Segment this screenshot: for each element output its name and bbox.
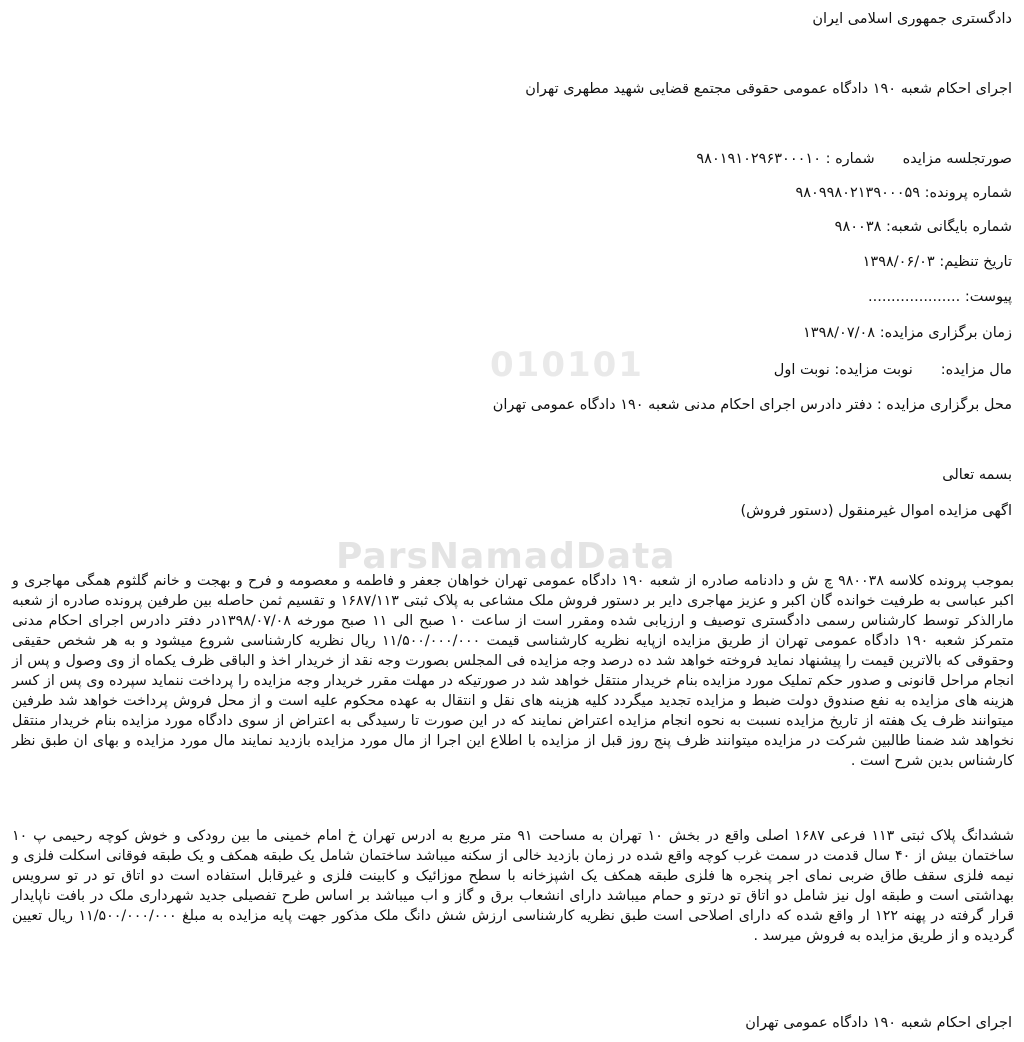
auction-time-value: ۱۳۹۸/۰۷/۰۸: [803, 325, 876, 341]
case-number-value: ۹۸۰۹۹۸۰۲۱۳۹۰۰۰۵۹: [795, 185, 921, 201]
location-label: محل برگزاری مزایده :: [876, 397, 1012, 413]
case-number-row: [12, 182, 1012, 204]
property-label: مال مزایده:: [940, 362, 1012, 378]
issue-date-label: تاریخ تنظیم:: [939, 254, 1012, 270]
auction-time-row: [12, 322, 1012, 344]
archive-number-label: شماره بایگانی شعبه:: [886, 219, 1012, 235]
org-title: دادگستری جمهوری اسلامی ایران: [812, 11, 1012, 27]
round-label: نوبت مزایده:: [834, 362, 913, 378]
watermark-brand: ParsNamadData: [336, 536, 676, 577]
record-number-label: شماره :: [825, 151, 875, 167]
basmala: بسمه تعالی: [942, 467, 1012, 483]
record-number-value: ۹۸۰۱۹۱۰۲۹۶۳۰۰۰۱۰: [696, 151, 821, 167]
notice-title: اگهی مزایده اموال غیرمنقول (دستور فروش): [740, 503, 1012, 519]
auction-location-row: [12, 394, 1012, 416]
footer-signature: اجرای احکام شعبه ۱۹۰ دادگاه عمومی تهران: [745, 1015, 1012, 1031]
record-title-label: صورتجلسه مزایده: [902, 151, 1012, 167]
notice-paragraph-1: بموجب پرونده کلاسه ۹۸۰۰۳۸ چ ش و دادنامه صادره از شعبه ۱۹۰ دادگاه عمومی تهران خواهان جعفر و فاطمه و معصومه و فرح و بهجت و خانم گلثوم همگی مهاجری و اکبر عباسی به طرفیت خوانده گان اکبر و عزیز مهاجری دایر بر دستور فروش ملک مشاعی به پلاک ثبتی ۱۶۸۷/۱۱۳ و تقسیم ثمن حاصله بین طرفین پرونده صادره از شعبه مارالذکر توسط کارشناس رسمی دادگستری توصیف و ارزیابی شده ومقرر است از ساعت ۱۰ صبح الی ۱۱ صبح مورخه ۱۳۹۸/۰۷/۰۸در دفتر دادرس اجرای احکام مدنی متمرکز شعبه ۱۹۰ دادگاه عمومی تهران از طریق مزایده ازپایه نظریه کارشناسی قیمت ۱۱/۵۰۰/۰۰۰/۰۰۰ ریال نظریه کارشناسی شروع میشود و به هر شخص حقیقی وحقوقی که بالاترین قیمت را پیشنهاد نماید فروخته خواهد شد ده درصد وجه مزایده فی المجلس بصورت وجه نقد از خریدار اخذ و الباقی ظرف یکماه از وی وصول و پس از انجام مراحل قانونی و صدور حکم تملیک مورد مزایده بنام خریدار منتقل خواهد شد در صورتیکه در مهلت مقرر خریدار وجه مزایده را پرداخت ننماید سپرده وی پس از کسر هزینه های مزایده به نفع صندوق دولت ضبط و مزایده تجدید میگردد کلیه هزینه های نقل و انتقال به عهده محکوم علیه است و از محل فروش پرداخت خواهد شد طرفین میتوانند ظرف یک هفته از تاریخ مزایده نسبت به نحوه انجام مزایده اعتراض نمایند که در این صورت تا رسیدگی به اعتراض از سوی دادگاه مورد مزایده بنام خریدار منتقل نخواهد شد ضمنا طالبین شرکت در مزایده میتوانند ظرف پنج روز قبل از مزایده با اطلاع این اجرا از مال مورد مزایده بازدید نمایند مال مورد مزایده و بهای ان طبق نظر کارشناس بدین شرح است .: [12, 573, 1014, 769]
branch-title: اجرای احکام شعبه ۱۹۰ دادگاه عمومی حقوقی مجتمع قضایی شهید مطهری تهران: [525, 81, 1012, 97]
archive-number-value: ۹۸۰۰۳۸: [834, 219, 882, 235]
archive-number-row: [12, 216, 1012, 238]
round-value: نوبت اول: [773, 362, 830, 378]
issue-date-row: [12, 251, 1012, 273]
auction-property-row: [12, 359, 1012, 381]
attachment-value: ....................: [868, 289, 961, 305]
attachment-row: [12, 286, 1012, 308]
issue-date-value: ۱۳۹۸/۰۶/۰۳: [862, 254, 935, 270]
auction-time-label: زمان برگزاری مزایده:: [879, 325, 1012, 341]
record-number: [696, 148, 874, 170]
attachment-label: پیوست:: [964, 289, 1012, 305]
property-description-paragraph: ششدانگ پلاک ثبتی ۱۱۳ فرعی ۱۶۸۷ اصلی واقع در بخش ۱۰ تهران به مساحت ۹۱ متر مربع به ادرس تهران خ امام خمینی ما بین رودکی و خوش کوچه رحیمی پ ۱۰ ساختمان بیش از ۴۰ سال قدمت در سمت غرب کوچه واقع شده در زمان بازدید خالی از سکنه میباشد ساختمان شامل یک طبقه همکف و یک طبقه فوقانی اسکلت فلزی و نیمه فلزی سقف طاق ضربی نمای اجر پنجره ها فلزی طبقه همکف یک اشپزخانه با سطح موزائیک و کابینت فلزی و غیرقابل استفاده است دو اتاق تو در تو سرویس بهداشتی است و طبقه اول نیز شامل دو اتاق تو درتو و حمام میباشد دارای انشعاب برق و گاز و اب میباشد بر اساس طرح تفصیلی جدید شهرداری ملک در بافت ناپایدار قرار گرفته در پهنه ۱۲۲ ار واقع شده که دارای اصلاحی است طبق نظریه کارشناسی ارزش شش دانگ ملک مذکور جهت پایه مزایده به مبلغ ۱۱/۵۰۰/۰۰۰/۰۰۰ ریال تعیین گردیده و از طریق مزایده به فروش میرسد .: [12, 828, 1014, 944]
location-value: دفتر دادرس اجرای احکام مدنی شعبه ۱۹۰ دادگاه عمومی تهران: [492, 397, 873, 413]
record-number-row: [12, 148, 1012, 170]
auction-round: [774, 359, 913, 381]
case-number-label: شماره پرونده:: [924, 185, 1012, 201]
watermark-digits: 010101: [490, 345, 644, 385]
